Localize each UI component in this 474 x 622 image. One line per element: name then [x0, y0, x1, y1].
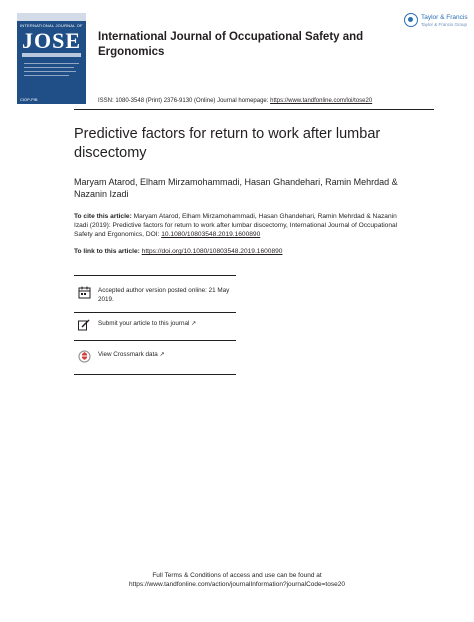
page-footer: [0, 571, 474, 589]
cover-line: [24, 71, 76, 72]
article-link-label: To link to this article:: [74, 248, 142, 255]
cover-logo: JOSE: [21, 28, 82, 53]
cover-band: [17, 13, 86, 21]
calendar-icon: [78, 286, 91, 299]
publisher-logo[interactable]: [404, 12, 468, 30]
accepted-version-row: [78, 286, 238, 306]
cover-footer-text: CIOP-PIB: [20, 97, 38, 102]
crossmark-icon: [78, 350, 91, 363]
cover-top-text: INTERNATIONAL JOURNAL OF: [20, 23, 83, 28]
publisher-sub: Taylor & Francis Group: [421, 22, 468, 27]
publisher-emblem-icon: [404, 13, 418, 27]
journal-homepage-link[interactable]: https://www.tandfonline.com/loi/tose20: [270, 98, 373, 104]
footer-terms-link[interactable]: https://www.tandfonline.com/action/journalInformation?journalCode=tose20: [129, 581, 345, 588]
footer-terms-text: Full Terms & Conditions of access and use can be found at: [152, 572, 322, 579]
section-divider: [74, 312, 236, 313]
external-link-icon: ↗: [159, 352, 165, 358]
citation-block: [74, 212, 402, 239]
issn-text: ISSN: 1080-3548 (Print) 2376-9130 (Online) Journal homepage:: [98, 98, 271, 104]
journal-cover: [17, 13, 86, 104]
section-divider: [74, 275, 236, 276]
edit-icon: [78, 319, 90, 331]
crossmark-link[interactable]: View Crossmark data: [98, 351, 158, 358]
publisher-name: Taylor & Francis: [421, 14, 468, 21]
crossmark-row[interactable]: [78, 350, 238, 362]
cover-line: [24, 67, 74, 68]
cover-line: [24, 63, 79, 64]
cover-subtitle-band: [22, 53, 81, 57]
section-divider: [74, 374, 236, 375]
cover-line: [24, 75, 69, 76]
article-doi-url[interactable]: https://doi.org/10.1080/10803548.2019.1600890: [141, 248, 283, 255]
issn-line: [98, 98, 372, 104]
journal-title: International Journal of Occupational Safety and Ergonomics: [98, 31, 364, 58]
article-link-line: [74, 248, 282, 255]
external-link-icon: ↗: [191, 321, 197, 327]
submit-article-link[interactable]: Submit your article to this journal: [98, 320, 190, 327]
citation-text: Maryam Atarod, Elham Mirzamohammadi, Hasan Ghandehari, Ramin Mehrdad & Nazanin Izadi (2019): Predictive factors for return to work after lumbar discectomy, International Journal of Occupational Safety and Ergonomics, DOI:: [74, 213, 398, 238]
doi-link[interactable]: 10.1080/10803548.2019.1600890: [161, 231, 261, 238]
accepted-version-text: Accepted author version posted online: 21 May 2019.: [98, 287, 230, 303]
section-divider: [74, 340, 236, 341]
citation-label: To cite this article:: [74, 213, 132, 220]
submit-article-row[interactable]: [78, 319, 238, 331]
header-divider: [74, 109, 434, 110]
article-authors: Maryam Atarod, Elham Mirzamohammadi, Hasan Ghandehari, Ramin Mehrdad & Nazanin Izadi: [74, 177, 398, 199]
article-title: Predictive factors for return to work after lumbar discectomy: [74, 126, 381, 161]
